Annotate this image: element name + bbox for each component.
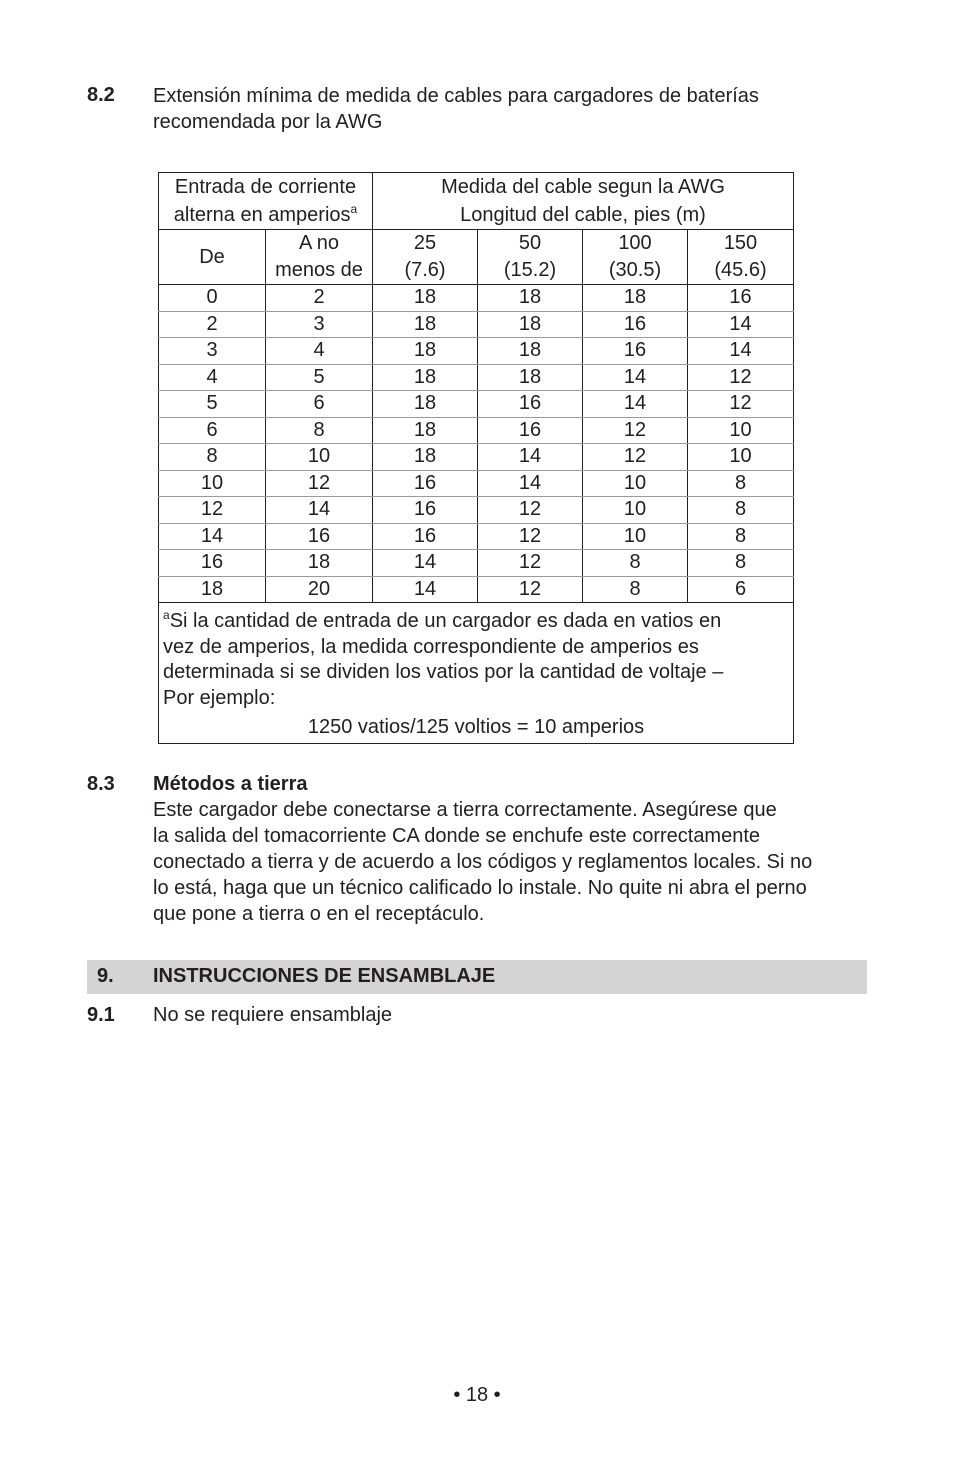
table-cell: 18	[266, 550, 373, 577]
input-current-header-line2: alterna en amperios	[173, 204, 351, 226]
table-cell: 12	[478, 550, 583, 577]
footnote-marker: a	[163, 608, 170, 622]
table-cell: 8	[583, 550, 688, 577]
awg-size-header	[373, 173, 794, 230]
table-cell: 16	[266, 523, 373, 550]
table-cell: 18	[478, 311, 583, 338]
body-line: Este cargador debe conectarse a tierra correctamente. Asegúrese que	[153, 799, 777, 821]
table-row	[159, 550, 794, 577]
section-8-2-line: Extensión mínima de medida de cables para cargadores de baterías recomendada por la AWG	[153, 85, 759, 133]
table-cell: 20	[266, 576, 373, 603]
table-cell: 18	[373, 391, 478, 418]
table-cell: 18	[478, 338, 583, 365]
length-header-150	[688, 230, 794, 285]
table-cell: 8	[688, 550, 794, 577]
table-cell: 5	[159, 391, 266, 418]
col-to-line2: menos de	[275, 259, 363, 281]
table-cell: 12	[478, 497, 583, 524]
col-to-header	[266, 230, 373, 285]
awg-size-header-line1: Medida del cable segun la AWG	[441, 176, 725, 198]
table-cell: 14	[478, 444, 583, 471]
table-cell: 8	[688, 470, 794, 497]
table-cell: 18	[373, 311, 478, 338]
table-cell: 12	[583, 417, 688, 444]
table-cell: 3	[159, 338, 266, 365]
footnote-marker: a	[350, 202, 358, 216]
table-cell: 16	[583, 338, 688, 365]
body-line: lo está, haga que un técnico calificado lo instale. No quite ni abra el perno	[153, 877, 807, 899]
table-cell: 8	[583, 576, 688, 603]
table-cell: 16	[159, 550, 266, 577]
footnote-line: Por ejemplo:	[163, 686, 276, 709]
section-9-title: INSTRUCCIONES DE ENSAMBLAJE	[153, 965, 496, 987]
table-cell: 6	[266, 391, 373, 418]
length-m: (7.6)	[404, 259, 446, 281]
table-cell: 16	[478, 391, 583, 418]
table-cell: 12	[159, 497, 266, 524]
table-cell: 4	[159, 364, 266, 391]
table-row	[159, 417, 794, 444]
footnote-example: 1250 vatios/125 voltios = 10 amperios	[307, 716, 645, 738]
table-row	[159, 338, 794, 365]
awg-cable-table	[158, 172, 794, 744]
footnote-line: determinada si se dividen los vatios por la cantidad de voltaje –	[163, 661, 724, 683]
table-cell: 14	[373, 576, 478, 603]
length-m: (30.5)	[608, 259, 662, 281]
table-cell: 14	[478, 470, 583, 497]
table-row	[159, 364, 794, 391]
table-cell: 18	[478, 364, 583, 391]
table-row	[159, 391, 794, 418]
section-8-2-number: 8.2	[87, 84, 115, 106]
table-cell: 14	[266, 497, 373, 524]
section-8-3-title: Métodos a tierra	[153, 773, 308, 795]
table-row	[159, 497, 794, 524]
footnote-line: Si la cantidad de entrada de un cargador es dada en vatios en	[169, 610, 722, 632]
table-cell: 18	[583, 285, 688, 312]
table-cell: 10	[266, 444, 373, 471]
table-cell: 14	[159, 523, 266, 550]
table-cell: 8	[266, 417, 373, 444]
table-row	[159, 311, 794, 338]
section-8-3-body	[153, 797, 873, 927]
table-cell: 8	[159, 444, 266, 471]
body-line: que pone a tierra o en el receptáculo.	[153, 903, 485, 925]
table-cell: 18	[373, 444, 478, 471]
table-cell: 18	[373, 364, 478, 391]
table-cell: 8	[688, 497, 794, 524]
table-cell: 2	[159, 311, 266, 338]
table-cell: 18	[373, 417, 478, 444]
table-cell: 10	[583, 497, 688, 524]
table-cell: 16	[373, 523, 478, 550]
length-ft: 150	[723, 232, 758, 254]
table-cell: 14	[688, 311, 794, 338]
input-current-header-line1: Entrada de corriente	[174, 176, 357, 198]
table-cell: 18	[478, 285, 583, 312]
table-cell: 10	[159, 470, 266, 497]
table-cell: 16	[688, 285, 794, 312]
table-cell: 14	[583, 364, 688, 391]
input-current-header	[159, 173, 373, 230]
table-cell: 16	[373, 497, 478, 524]
cable-length-header: Longitud del cable, pies (m)	[460, 204, 706, 226]
table-cell: 16	[478, 417, 583, 444]
table-cell: 16	[583, 311, 688, 338]
table-cell: 18	[373, 285, 478, 312]
table-cell: 16	[373, 470, 478, 497]
table-cell: 18	[159, 576, 266, 603]
table-cell: 14	[373, 550, 478, 577]
length-header-100	[583, 230, 688, 285]
table-row	[159, 576, 794, 603]
table-cell: 10	[688, 417, 794, 444]
table-cell: 10	[583, 470, 688, 497]
awg-table-body	[159, 285, 794, 603]
table-cell: 4	[266, 338, 373, 365]
table-cell: 14	[688, 338, 794, 365]
table-cell: 0	[159, 285, 266, 312]
body-line: la salida del tomacorriente CA donde se enchufe este correctamente	[153, 825, 761, 847]
table-cell: 12	[688, 364, 794, 391]
col-from-header: De	[159, 230, 266, 285]
table-cell: 5	[266, 364, 373, 391]
section-9-1-number: 9.1	[87, 1004, 115, 1026]
table-cell: 6	[159, 417, 266, 444]
footnote-line: vez de amperios, la medida correspondiente de amperios es	[163, 635, 699, 658]
table-cell: 12	[478, 576, 583, 603]
length-m: (45.6)	[714, 259, 767, 281]
section-9-1-text: No se requiere ensamblaje	[153, 1004, 393, 1026]
table-cell: 12	[266, 470, 373, 497]
table-row	[159, 523, 794, 550]
table-cell: 8	[688, 523, 794, 550]
body-line: conectado a tierra y de acuerdo a los códigos y reglamentos locales. Si no	[153, 851, 813, 873]
table-cell: 10	[583, 523, 688, 550]
table-cell: 3	[266, 311, 373, 338]
table-cell: 10	[688, 444, 794, 471]
section-8-3-number: 8.3	[87, 773, 115, 795]
section-9-banner	[87, 960, 867, 994]
table-row	[159, 285, 794, 312]
length-ft: 25	[413, 232, 437, 254]
table-cell: 6	[688, 576, 794, 603]
table-cell: 18	[373, 338, 478, 365]
length-header-50	[478, 230, 583, 285]
length-ft: 50	[518, 232, 542, 254]
table-row	[159, 470, 794, 497]
table-row	[159, 444, 794, 471]
section-9-number: 9.	[97, 965, 114, 987]
table-cell: 12	[583, 444, 688, 471]
length-header-25	[373, 230, 478, 285]
table-cell: 12	[478, 523, 583, 550]
table-cell: 12	[688, 391, 794, 418]
col-to-line1: A no	[298, 232, 340, 254]
table-footnote	[159, 603, 794, 744]
length-ft: 100	[618, 232, 652, 254]
length-m: (15.2)	[503, 259, 557, 281]
page-number: • 18 •	[453, 1384, 501, 1406]
section-8-2-text	[153, 83, 868, 135]
table-cell: 2	[266, 285, 373, 312]
table-cell: 14	[583, 391, 688, 418]
